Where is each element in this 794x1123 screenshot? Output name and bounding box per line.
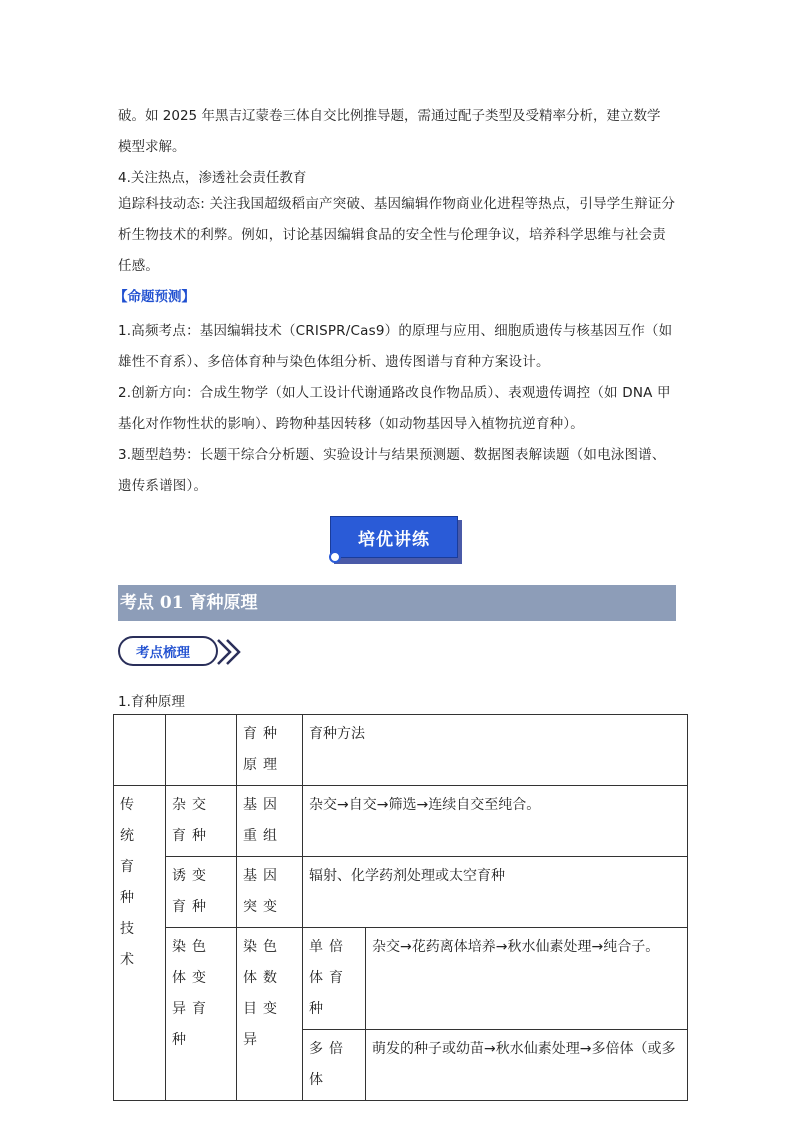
prediction-item-3: 3.题型趋势：长题干综合分析题、实验设计与结果预测题、数据图表解读题（如电泳图谱、遗传系谱图）。 xyxy=(118,447,666,494)
hybrid-name: 杂交育种 xyxy=(166,786,237,857)
focus4-body: 追踪科技动态: 关注我国超级稻亩产突破、基因编辑作物商业化进程等热点，引导学生辩证分析生物技术的利弊。例如，讨论基因编辑食品的安全性与伦理争议，培养科学思维与社会责任感。 xyxy=(118,196,676,274)
table-row xyxy=(114,857,688,928)
header-principle: 育种原理 xyxy=(237,715,303,786)
table-row xyxy=(114,786,688,857)
mutation-method: 辐射、化学药剂处理或太空育种 xyxy=(303,857,688,928)
table-row xyxy=(114,928,688,1030)
hybrid-method: 杂交→自交→筛选→连续自交至纯合。 xyxy=(303,786,688,857)
mutation-principle: 基因突变 xyxy=(237,857,303,928)
polyploid-method: 萌发的种子或幼苗→秋水仙素处理→多倍体（或多 xyxy=(366,1030,688,1101)
hybrid-principle: 基因重组 xyxy=(237,786,303,857)
group-traditional: 传统育种技术 xyxy=(114,786,166,1101)
topic-pill xyxy=(118,636,242,670)
header-method: 育种方法 xyxy=(303,715,688,786)
banner-label: 培优讲练 xyxy=(330,516,458,558)
focus4-title: 4.关注热点，渗透社会责任教育 xyxy=(118,170,307,186)
chromosome-principle: 染色体数目变异 xyxy=(237,928,303,1101)
table-cell-empty xyxy=(114,715,166,786)
intro-line-2: 模型求解。 xyxy=(118,139,186,155)
double-chevron-icon xyxy=(214,636,244,668)
table-cell-empty xyxy=(166,715,237,786)
prediction-item-1: 1.高频考点：基因编辑技术（CRISPR/Cas9）的原理与应用、细胞质遗传与核基因互作（如雄性不育系）、多倍体育种与染色体组分析、遗传图谱与育种方案设计。 xyxy=(118,323,673,370)
haploid-name: 单倍体育种 xyxy=(303,928,366,1030)
polyploid-name: 多倍体 xyxy=(303,1030,366,1101)
intro-line-1: 破。如 2025 年黑吉辽蒙卷三体自交比例推导题，需通过配子类型及受精率分析，建立数学 xyxy=(118,108,661,124)
haploid-method: 杂交→花药离体培养→秋水仙素处理→纯合子。 xyxy=(366,928,688,1030)
topic-pill-label: 考点梳理 xyxy=(118,636,218,666)
prediction-item-2: 2.创新方向：合成生物学（如人工设计代谢通路改良作物品质）、表观遗传调控（如 DNA 甲基化对作物性状的影响）、跨物种基因转移（如动物基因导入植物抗逆育种）。 xyxy=(118,385,671,432)
section-title: 考点 01 育种原理 xyxy=(118,585,676,621)
prediction-heading: 【命题预测】 xyxy=(114,289,195,305)
mutation-name: 诱变育种 xyxy=(166,857,237,928)
banner-dot-icon xyxy=(329,551,341,563)
chromosome-name: 染色体变异育种 xyxy=(166,928,237,1101)
table-row xyxy=(114,715,688,786)
section-banner xyxy=(330,516,464,566)
breeding-table xyxy=(113,714,688,1101)
table-title: 1.育种原理 xyxy=(118,694,185,710)
